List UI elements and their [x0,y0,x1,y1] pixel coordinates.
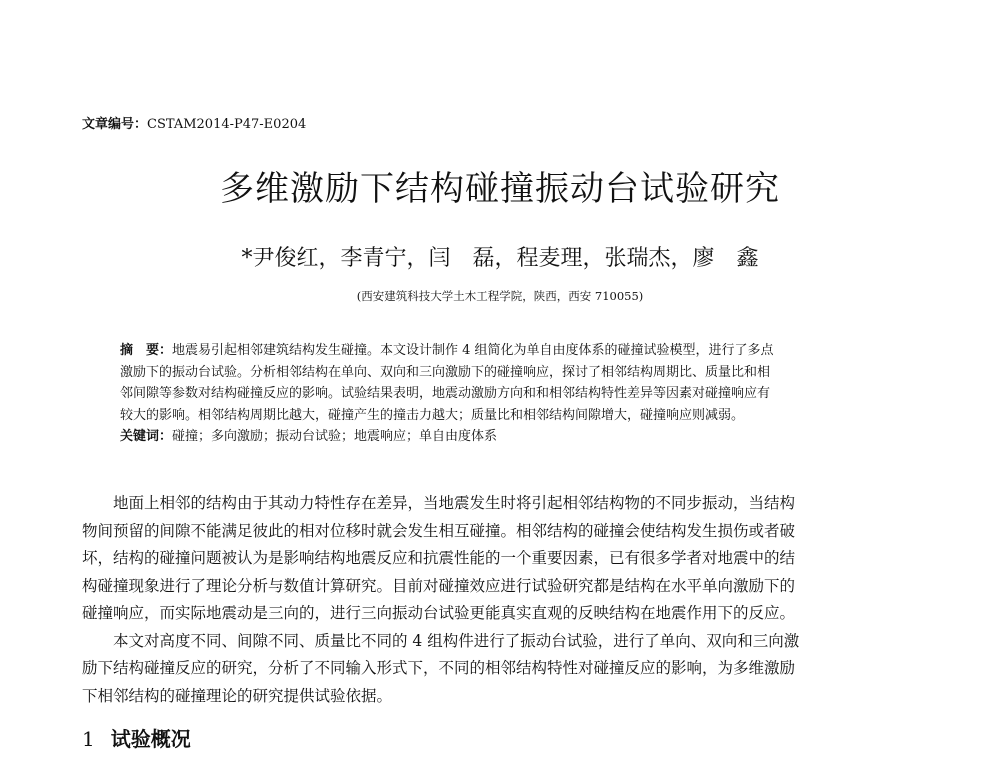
body-line: 碰撞响应，而实际地震动是三向的，进行三向振动台试验更能真实直观的反映结构在地震作用下的反应。 [82,604,796,622]
paper-title: 多维激励下结构碰撞振动台试验研究 [220,169,780,209]
body-line: 地面上相邻的结构由于其动力特性存在差异，当地震发生时将引起相邻结构物的不同步振动，当结构 [82,494,796,512]
body-line: 构碰撞现象进行了理论分析与数值计算研究。目前对碰撞效应进行试验研究都是结构在水平单向激励下的 [82,576,796,595]
body-line: 励下结构碰撞反应的研究，分析了不同输入形式下，不同的相邻结构特性对碰撞反应的影响，为多维激励 [82,659,796,677]
keywords-line [120,426,880,448]
article-number-value: CSTAM2014-P47-E0204 [147,117,307,132]
keywords-text: 碰撞；多向激励；振动台试验；地震响应；单自由度体系 [172,429,498,444]
section-number: 1 [82,727,95,751]
abstract-line: 摘 要：地震易引起相邻建筑结构发生碰撞。本文设计制作 4 组简化为单自由度体系的碰撞试验模型，进行了多点 [120,343,774,358]
body-line: 物间预留的间隙不能满足彼此的相对位移时就会发生相互碰撞。相邻结构的碰撞会使结构发生损伤或者破 [82,521,796,540]
abstract-line: 邻间隙等参数对结构碰撞反应的影响。试验结果表明，地震动激励方向和和相邻结构特性差异等因素对碰撞响应有 [120,386,771,401]
keywords-label: 关键词： [120,429,173,444]
body-paragraphs [82,490,922,710]
body-line: 本文对高度不同、间隙不同、质量比不同的 4 组构件进行了振动台试验，进行了单向、双向和三向激 [82,631,800,650]
affiliation: (西安建筑科技大学土木工程学院，陕西，西安 710055) [356,289,644,303]
abstract-block [120,340,880,448]
body-line: 坏，结构的碰撞问题被认为是影响结构地震反应和抗震性能的一个重要因素，已有很多学者对地震中的结 [82,549,796,567]
author-list: *尹俊红，李青宁，闫 磊，程麦理，张瑞杰，廖 鑫 [241,246,759,271]
article-number-label: 文章编号： [82,117,148,132]
article-number [82,116,306,134]
section-heading [82,724,191,754]
body-line: 下相邻结构的碰撞理论的研究提供试验依据。 [82,686,393,705]
abstract-label: 摘 要： [120,343,173,358]
section-title: 试验概况 [110,727,191,751]
abstract-line: 激励下的振动台试验。分析相邻结构在单向、双向和三向激励下的碰撞响应，探讨了相邻结构周期比、质量比和相 [120,364,771,380]
abstract-line: 较大的影响。相邻结构周期比越大，碰撞产生的撞击力越大；质量比和相邻结构间隙增大，碰撞响应则减弱。 [120,407,745,423]
